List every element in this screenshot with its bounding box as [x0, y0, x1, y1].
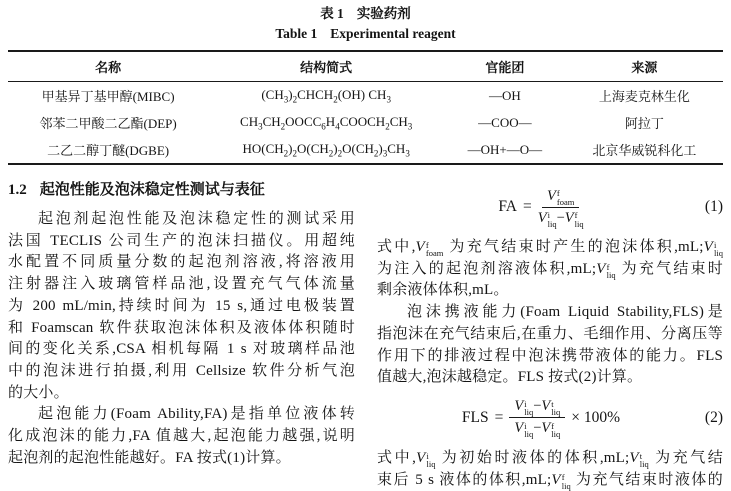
text-line: 剩余液体体积,mL。 [377, 282, 509, 299]
text-line: 起泡剂的起泡性能越好。FA 按式(1)计算。 [8, 449, 291, 466]
header-row [8, 51, 723, 82]
left-column [8, 178, 355, 491]
text-line: 化成泡沫的能力,FA 值越大,起泡能力越强,说明 [8, 428, 355, 445]
text-line: 式中, V f foam 为充气结束时产生的泡沫体积,mL; V i liq [377, 239, 723, 259]
paragraph-eq2-legend [377, 448, 723, 491]
table-caption-zh: 实验药剂 [356, 6, 411, 21]
math-variable: V t liq [629, 449, 649, 470]
text-line: 法国 TECLIS 公司生产的泡沫扫描仪。用超纯 [8, 232, 355, 249]
text-line: 指泡沫在充气结束后,在重力、毛细作用、分离压等 [377, 325, 723, 342]
table-caption-en: Experimental reagent [330, 26, 456, 41]
cell-source: 阿拉丁 [624, 116, 664, 131]
math-variable: V i liq [514, 420, 534, 440]
cell-group: —COO— [478, 114, 532, 130]
equation-2-body [377, 398, 705, 440]
section-title: 起泡性能及泡沫稳定性测试与表征 [39, 182, 265, 198]
math-variable: V f foam [547, 187, 575, 207]
header-name: 名称 [8, 51, 208, 82]
paragraph-foam-ability [8, 404, 355, 469]
text-line: 值越大,泡沫越稳定。FLS 按式(2)计算。 [377, 369, 643, 386]
cell-formula: $(CH_3)_2CHCH_2(OH)$ $CH_3$ [261, 86, 391, 105]
equation-2-number: (2) [704, 408, 723, 426]
text-line: 注射器注入玻璃管样品池,设置充气气体流量 [8, 276, 355, 293]
equation-2 [377, 391, 723, 445]
section-number: 1.2 [8, 182, 27, 198]
cell-group: —OH [489, 87, 521, 103]
text-line: 和 Foamscan 软件获取泡沫体积及液体体积随时 [8, 319, 355, 336]
table-title-zh [8, 5, 723, 23]
math-variable: V f foam [415, 239, 444, 259]
header-formula: 结构简式 [208, 51, 444, 82]
text-line: 作用下的排液过程中泡沫携带液体的能力。FLS [377, 347, 723, 364]
cell-name: 二乙二醇丁醚(DGBE) [47, 143, 170, 158]
eq1-fraction [538, 188, 584, 227]
paragraph-fls [377, 302, 723, 389]
paragraph-method [8, 209, 355, 404]
eq1-equals: = [522, 198, 532, 215]
section-heading [8, 180, 355, 200]
math-variable: V t liq [541, 398, 561, 418]
text-line: 间的变化关系,CSA 相机每隔 1 s 对玻璃样品池 [8, 341, 355, 358]
table-row [8, 109, 723, 136]
math-variable: V f liq [551, 471, 571, 491]
text-line: 的大小。 [8, 384, 69, 401]
reagent-table-header [8, 51, 723, 82]
text-line: 起泡能力(Foam Ability,FA)是指单位液体转 [38, 406, 355, 423]
equation-1 [377, 180, 723, 234]
text-line: 水配置不同质量分数的起泡剂溶液,将溶液用 [8, 254, 355, 271]
text-line: 起泡剂起泡性能及泡沫稳定性的测试采用 [38, 211, 355, 227]
math-variable: V f liq [541, 420, 561, 440]
reagent-table [8, 50, 723, 165]
table-row [8, 82, 723, 110]
equation-1-number: (1) [704, 198, 723, 215]
cell-source: 北京华威锐科化工 [592, 143, 697, 158]
eq1-denominator: V i liq − V f liq [537, 209, 584, 229]
math-variable: V i liq [416, 449, 436, 470]
text-line: 为注入的起泡剂溶液体积,mL; V f liq 为充气结束时 [377, 260, 724, 281]
header-source: 来源 [566, 51, 723, 82]
eq2-lhs: FLS [461, 408, 489, 426]
cell-group: —OH+—O— [467, 141, 543, 157]
text-line: 泡沫携液能力(Foam Liquid Stability,FLS)是 [407, 304, 723, 321]
math-variable: V i liq [514, 398, 534, 418]
text-line: 为 200 mL/min,持续时间为 15 s,通过电极装置 [8, 297, 355, 314]
cell-name: 甲基异丁基甲醇(MIBC) [41, 89, 175, 104]
table-row [8, 136, 723, 164]
math-variable: V f liq [596, 260, 616, 281]
reagent-table-body [8, 82, 723, 165]
eq2-denominator: V i liq − V f liq [514, 420, 561, 440]
eq1-lhs: FA [498, 198, 517, 215]
text-line: 束后 5 s 液体的体积,mL; V f liq 为充气结束时液体的 [377, 471, 723, 491]
math-variable: V i liq [703, 239, 723, 259]
eq2-suffix: × 100% [571, 408, 621, 426]
math-variable: V i liq [537, 209, 557, 229]
table-label-en: Table 1 [275, 26, 318, 41]
text-line: 式中, V i liq 为初始时液体的体积,mL; V t liq 为充气结 [377, 449, 723, 470]
table-title-en [8, 25, 723, 43]
eq2-numerator: V i liq − V t liq [509, 398, 565, 418]
paragraph-eq1-legend [377, 237, 723, 302]
body-columns [8, 178, 723, 491]
cell-formula: $HO(CH_2)_2O(CH_2)_2O(CH_2)_3CH_3$ [242, 140, 410, 159]
equation-1-body [377, 188, 705, 227]
math-variable: V f liq [564, 209, 584, 229]
text-line: 中的泡沫进行拍摄,利用 Cellsize 软件分析气泡 [8, 362, 355, 379]
right-column [377, 178, 723, 491]
eq1-numerator [542, 188, 579, 208]
eq2-fraction [509, 398, 565, 440]
cell-formula: $CH_3CH_2OOCC_6H_4COOCH_2CH_3$ [240, 113, 413, 132]
header-group: 官能团 [444, 51, 566, 82]
eq2-equals: = [494, 408, 504, 426]
cell-source: 上海麦克林生化 [598, 89, 690, 104]
table-1-block [8, 5, 723, 165]
cell-name: 邻苯二甲酸二乙酯(DEP) [39, 116, 177, 131]
table-label-zh: 表 1 [320, 6, 344, 21]
